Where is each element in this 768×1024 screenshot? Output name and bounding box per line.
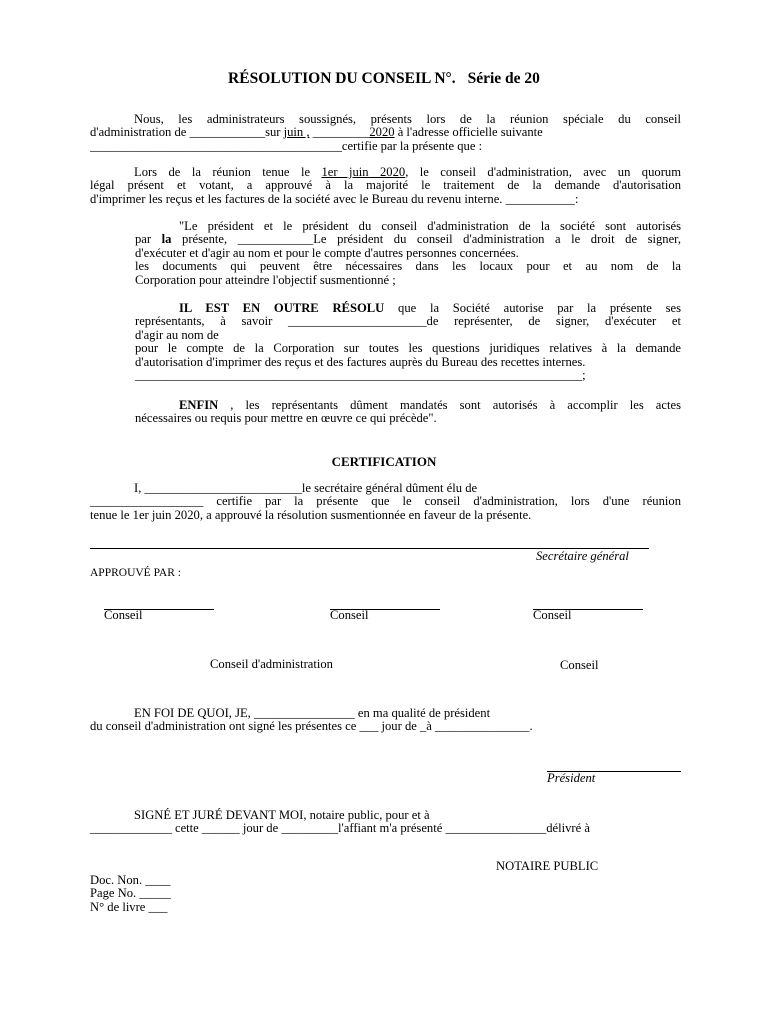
foi-line-2: du conseil d'administration ont signé les présentes ce ___ jour de _à _______________.	[90, 719, 533, 734]
quote-line-5: Corporation pour atteindre l'objectif susmentionné ;	[135, 272, 396, 287]
resolu-line-3: d'agir au nom de	[135, 327, 219, 342]
intro-line-1: Nous, les administrateurs soussignés, présents lors de la réunion spéciale du conseil	[134, 112, 681, 126]
conseil-3-label: Conseil	[533, 608, 572, 622]
title-main: RÉSOLUTION DU CONSEIL N°.	[228, 70, 456, 87]
secretary-label: Secrétaire général	[536, 549, 629, 563]
resolu-line-2: représentants, à savoir ______________________de représenter, de signer, d'exécuter et	[135, 314, 681, 329]
title-serie: Série de 20	[467, 70, 540, 87]
cert-line-1: I, _________________________le secrétaire général dûment élu de	[134, 481, 478, 495]
quote-line-4: les documents qui peuvent être nécessaires dans les locaux pour et au nom de la	[135, 259, 681, 274]
certification-title: CERTIFICATION	[331, 454, 437, 469]
intro-line-2: d'administration de ____________sur juin , _________2020 à l'adresse officielle suivante	[90, 125, 543, 140]
quote-line-3: d'exécuter et d'agir au nom et pour le compte d'autres personnes concernées.	[135, 245, 519, 260]
resolu-line-1: IL EST EN OUTRE RÉSOLU que la Société autorise par la présente ses	[179, 301, 681, 315]
document-title	[0, 72, 768, 85]
meeting-paragraph	[90, 166, 681, 206]
resolu-line-4: pour le compte de la Corporation sur toutes les questions juridiques relatives à la demande	[135, 341, 681, 356]
resolu-paragraph	[135, 302, 681, 382]
conseil-2-label: Conseil	[330, 608, 369, 622]
doc-number: Doc. Non. ____	[90, 873, 171, 887]
meeting-line-1: Lors de la réunion tenue le 1er juin 2020, le conseil d'administration, avec un quorum	[134, 165, 681, 179]
quote-line-2: par la présente, ____________Le président du conseil d'administration a le droit de signer,	[135, 232, 682, 247]
foi-line-1: EN FOI DE QUOI, JE, ________________ en ma qualité de président	[134, 706, 491, 720]
conseil-admin-label: Conseil d'administration	[210, 657, 333, 671]
intro-line-3: ________________________________________certifie par la présente que :	[90, 138, 483, 153]
meeting-line-2: légal présent et votant, a approuvé à la majorité le traitement de la demande d'autorisation	[90, 178, 681, 193]
enfin-paragraph	[135, 399, 681, 426]
notary-line-2: _____________ cette ______ jour de _________l'affiant m'a présenté ________________délivré à	[90, 821, 590, 836]
cert-line-3: tenue le 1er juin 2020, a approuvé la résolution susmentionnée en faveur de la présente.	[90, 507, 532, 522]
notary-paragraph	[90, 809, 681, 836]
conseil-4-label: Conseil	[560, 658, 599, 672]
meeting-line-3: d'imprimer les reçus et les factures de la société avec le Bureau du revenu interne. ___________:	[90, 191, 579, 206]
president-label: Président	[547, 771, 596, 785]
notary-public-label: NOTAIRE PUBLIC	[496, 859, 599, 873]
enfin-line-1: ENFIN , les représentants dûment mandatés sont autorisés à accomplir les actes	[179, 398, 681, 412]
certification-paragraph	[90, 482, 681, 522]
intro-paragraph	[90, 113, 681, 153]
quote-line-1: "Le président et le président du conseil d'administration de la société sont autorisés	[179, 219, 681, 233]
cert-line-2: __________________ certifie par la présente que le conseil d'administration, lors d'une réunion	[90, 494, 681, 509]
approved-by-label: APPROUVÉ PAR :	[90, 567, 181, 579]
resolu-line-5: d'autorisation d'imprimer des reçus et des factures auprès du Bureau des recettes internes.	[135, 354, 586, 369]
quote-paragraph	[135, 220, 681, 287]
foi-paragraph	[90, 707, 681, 734]
notary-line-1: SIGNÉ ET JURÉ DEVANT MOI, notaire public, pour et à	[134, 808, 430, 822]
enfin-line-2: nécessaires ou requis pour mettre en œuvre ce qui précède".	[135, 411, 437, 426]
page-number: Page No. _____	[90, 886, 171, 901]
doc-info	[90, 874, 290, 914]
book-number: N° de livre ___	[90, 899, 168, 914]
resolu-line-6: _______________________________________________________________________;	[135, 368, 586, 383]
conseil-1-label: Conseil	[104, 608, 143, 622]
